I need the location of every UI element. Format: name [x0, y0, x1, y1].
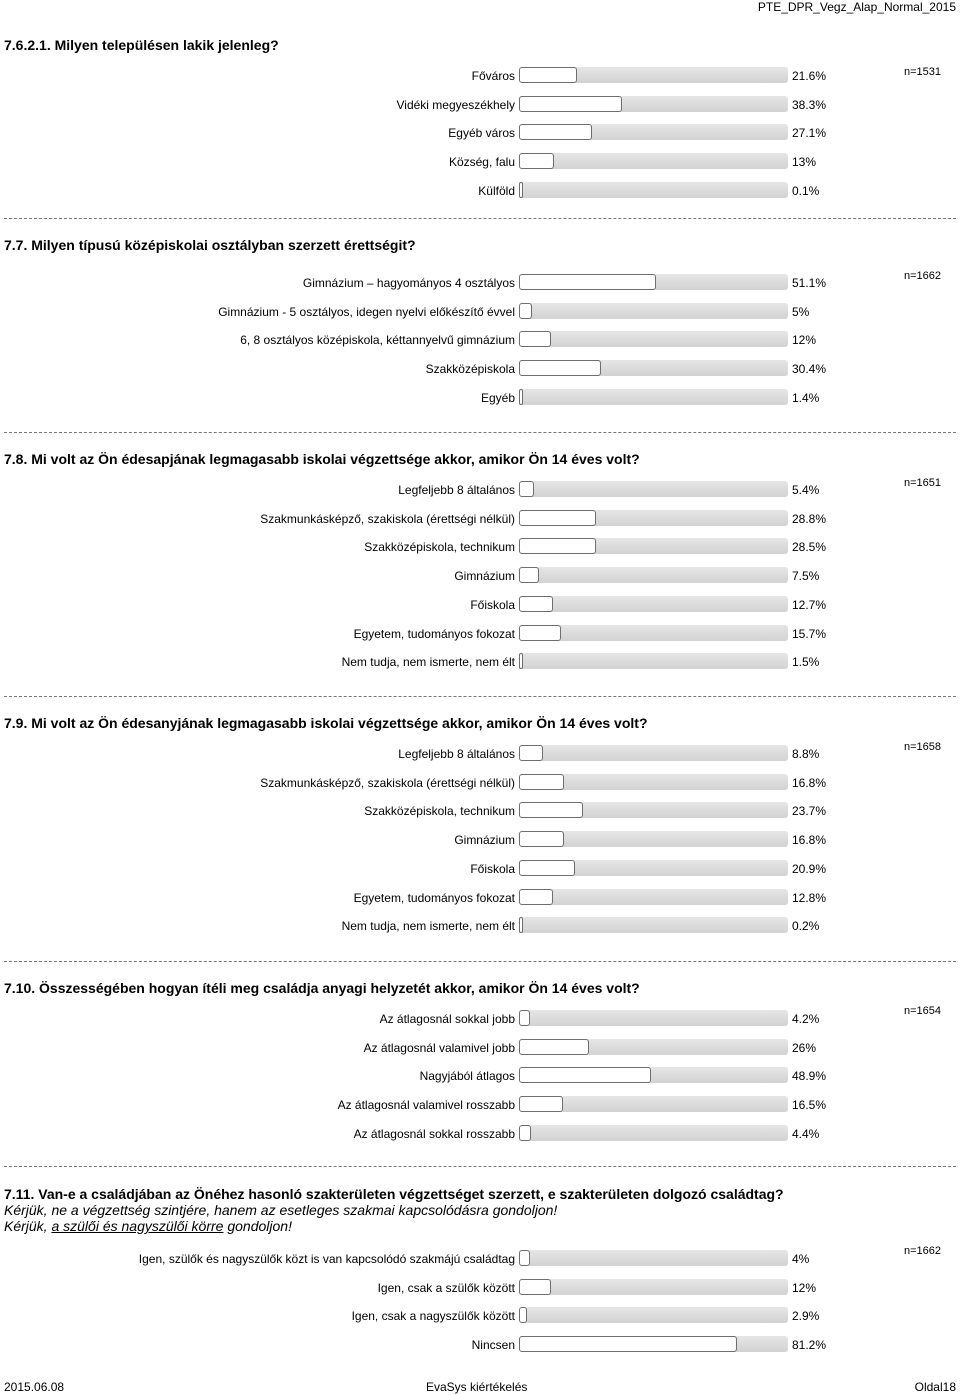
bar-track — [519, 596, 788, 612]
answer-row — [0, 96, 960, 118]
answer-row — [0, 1039, 960, 1061]
bar-track — [519, 1307, 788, 1323]
answer-percentage: 12.8% — [792, 890, 827, 905]
answer-percentage: 7.5% — [792, 569, 820, 584]
answer-row — [0, 1010, 960, 1032]
question-title: 7.7. Milyen típusú középiskolai osztályban szerzett érettségit? — [4, 237, 416, 253]
question-title: 7.10. Összességében hogyan ítéli meg családja anyagi helyzetét akkor, amikor Ön 14 éves volt? — [4, 980, 640, 996]
bar-track — [519, 303, 788, 319]
answer-label: Az átlagosnál sokkal jobb — [379, 1012, 515, 1026]
answer-percentage: 12% — [792, 333, 817, 348]
answer-label: Nagyjából átlagos — [419, 1069, 515, 1084]
bar-track — [519, 653, 788, 669]
bar-track — [519, 1125, 788, 1141]
answer-percentage: 2.9% — [792, 1309, 820, 1324]
answer-label: Az átlagosnál sokkal rosszabb — [353, 1126, 515, 1141]
answer-row — [0, 1067, 960, 1089]
question-note: Kérjük, ne a végzettség szintjére, hanem az esetleges szakmai kapcsolódásra gondoljon! — [4, 1202, 558, 1218]
answer-percentage: 23.7% — [792, 804, 827, 819]
sample-size: n=1651 — [904, 477, 942, 489]
answer-percentage: 5.4% — [792, 483, 820, 497]
bar-track — [519, 889, 788, 905]
bar-track — [519, 360, 788, 376]
answer-row — [0, 774, 960, 796]
answer-percentage: 30.4% — [792, 362, 827, 377]
answer-label: Főiskola — [470, 861, 515, 876]
bar-track — [519, 1279, 788, 1295]
answer-label: Igen, szülők és nagyszülők közt is van kapcsolódó szakmájú családtag — [138, 1252, 515, 1266]
answer-percentage: 28.8% — [792, 511, 827, 526]
bar-fill — [519, 596, 553, 612]
answer-percentage: 1.5% — [792, 655, 820, 670]
bar-fill — [519, 481, 534, 497]
bar-track — [519, 1067, 788, 1083]
answer-row — [0, 303, 960, 325]
section-divider — [4, 432, 956, 433]
answer-row — [0, 653, 960, 675]
bar-fill — [519, 1125, 531, 1141]
answer-row — [0, 889, 960, 911]
footer-date: 2015.06.08 — [4, 1380, 65, 1394]
answer-label: Főváros — [471, 69, 515, 83]
bar-track — [519, 1010, 788, 1026]
answer-label: Szakmunkásképző, szakiskola (érettségi nélkül) — [260, 775, 515, 790]
sample-size: n=1531 — [904, 66, 942, 78]
answer-row — [0, 567, 960, 589]
answer-row — [0, 153, 960, 175]
bar-fill — [519, 745, 543, 761]
sample-size: n=1662 — [904, 270, 942, 282]
answer-percentage: 48.9% — [792, 1069, 827, 1084]
bar-fill — [519, 1279, 551, 1295]
answer-label: Az átlagosnál valamivel rosszabb — [337, 1098, 515, 1113]
answer-row — [0, 481, 960, 503]
answer-row — [0, 67, 960, 89]
answer-row — [0, 124, 960, 146]
bar-fill — [519, 567, 539, 583]
bar-track — [519, 1250, 788, 1266]
bar-fill — [519, 538, 596, 554]
bar-track — [519, 567, 788, 583]
bar-track — [519, 625, 788, 641]
answer-label: Szakközépiskola, technikum — [364, 540, 515, 555]
answer-label: Egyéb — [480, 390, 515, 405]
bar-fill — [519, 182, 523, 198]
bar-fill — [519, 774, 564, 790]
bar-fill — [519, 802, 583, 818]
answer-row — [0, 1307, 960, 1329]
answer-label: Gimnázium - 5 osztályos, idegen nyelvi előkészítő évvel — [218, 304, 515, 319]
bar-track — [519, 745, 788, 761]
bar-fill — [519, 917, 523, 933]
section-divider — [4, 961, 956, 962]
section-divider — [4, 1166, 956, 1167]
answer-percentage: 13% — [792, 155, 817, 170]
answer-label: Legfeljebb 8 általános — [398, 483, 515, 497]
bar-fill — [519, 360, 601, 376]
bar-fill — [519, 303, 532, 319]
answer-percentage: 27.1% — [792, 126, 827, 141]
bar-fill — [519, 96, 622, 112]
bar-track — [519, 917, 788, 933]
answer-percentage: 12.7% — [792, 597, 827, 612]
answer-label: Egyéb város — [448, 126, 515, 141]
answer-percentage: 4.2% — [792, 1012, 820, 1026]
answer-label: Igen, csak a nagyszülők között — [351, 1309, 515, 1324]
answer-row — [0, 538, 960, 560]
bar-track — [519, 510, 788, 526]
bar-track — [519, 124, 788, 140]
sample-size: n=1662 — [904, 1245, 942, 1257]
bar-track — [519, 860, 788, 876]
question-title: 7.9. Mi volt az Ön édesanyjának legmagasabb iskolai végzettsége akkor, amikor Ön 14 éves volt? — [4, 715, 648, 731]
answer-label: Igen, csak a szülők között — [377, 1280, 515, 1295]
answer-percentage: 26% — [792, 1040, 817, 1055]
answer-percentage: 8.8% — [792, 747, 820, 761]
answer-label: Egyetem, tudományos fokozat — [353, 890, 515, 905]
bar-fill — [519, 510, 596, 526]
answer-label: Szakmunkásképző, szakiskola (érettségi nélkül) — [260, 511, 515, 526]
bar-track — [519, 1039, 788, 1055]
answer-label: Az átlagosnál valamivel jobb — [363, 1040, 515, 1055]
bar-fill — [519, 1096, 563, 1112]
answer-percentage: 81.2% — [792, 1338, 827, 1353]
bar-track — [519, 1096, 788, 1112]
answer-percentage: 5% — [792, 304, 810, 319]
answer-label: Főiskola — [470, 597, 515, 612]
bar-fill — [519, 1307, 527, 1323]
answer-percentage: 20.9% — [792, 861, 827, 876]
bar-fill — [519, 389, 523, 405]
note-text: Kérjük, — [4, 1218, 52, 1234]
bar-fill — [519, 274, 656, 290]
bar-track — [519, 274, 788, 290]
answer-label: Község, falu — [448, 155, 515, 170]
question-title: 7.8. Mi volt az Ön édesapjának legmagasabb iskolai végzettsége akkor, amikor Ön 14 éves volt? — [4, 451, 640, 467]
answer-percentage: 1.4% — [792, 390, 820, 405]
footer-center: EvaSys kiértékelés — [426, 1380, 528, 1394]
answer-row — [0, 510, 960, 532]
answer-row — [0, 1125, 960, 1147]
answer-row — [0, 860, 960, 882]
bar-fill — [519, 860, 575, 876]
note-emphasis: a szülői és nagyszülői körre — [51, 1218, 224, 1234]
answer-row — [0, 1096, 960, 1118]
bar-fill — [519, 67, 577, 83]
answer-row — [0, 831, 960, 853]
answer-percentage: 28.5% — [792, 540, 827, 555]
bar-track — [519, 67, 788, 83]
answer-row — [0, 745, 960, 767]
answer-row — [0, 1279, 960, 1301]
answer-row — [0, 1336, 960, 1358]
footer-page: Oldal18 — [914, 1380, 956, 1394]
answer-percentage: 12% — [792, 1280, 817, 1295]
bar-fill — [519, 1010, 530, 1026]
bar-fill — [519, 1039, 589, 1055]
answer-row — [0, 331, 960, 353]
bar-track — [519, 182, 788, 198]
note-text: gondoljon! — [223, 1218, 292, 1234]
bar-track — [519, 389, 788, 405]
answer-label: Külföld — [478, 183, 515, 198]
answer-row — [0, 802, 960, 824]
answer-percentage: 4% — [792, 1252, 810, 1266]
bar-track — [519, 481, 788, 497]
answer-percentage: 21.6% — [792, 69, 827, 83]
answer-percentage: 15.7% — [792, 626, 827, 641]
answer-label: Nem tudja, nem ismerte, nem élt — [341, 919, 515, 934]
bar-fill — [519, 625, 561, 641]
question-title: 7.11. Van-e a családjában az Önéhez hasonló szakterületen végzettséget szerzett, e szakterületen dolgozó családtag? — [4, 1186, 784, 1202]
document-id: PTE_DPR_Vegz_Alap_Normal_2015 — [757, 0, 956, 14]
answer-label: Egyetem, tudományos fokozat — [353, 626, 515, 641]
answer-percentage: 16.5% — [792, 1098, 827, 1113]
answer-label: Gimnázium — [454, 833, 515, 848]
answer-row — [0, 389, 960, 411]
answer-percentage: 0.2% — [792, 919, 820, 934]
answer-percentage: 51.1% — [792, 276, 827, 290]
section-divider — [4, 218, 956, 219]
answer-label: Vidéki megyeszékhely — [396, 97, 515, 112]
question-note — [4, 1218, 292, 1234]
bar-fill — [519, 831, 564, 847]
answer-percentage: 16.8% — [792, 833, 827, 848]
bar-fill — [519, 124, 592, 140]
answer-label: Szakközépiskola — [425, 362, 515, 377]
bar-fill — [519, 153, 554, 169]
question-title: 7.6.2.1. Milyen településen lakik jelenleg? — [4, 37, 279, 53]
sample-size: n=1658 — [904, 741, 942, 753]
bar-fill — [519, 1250, 530, 1266]
bar-track — [519, 96, 788, 112]
answer-percentage: 0.1% — [792, 183, 820, 198]
answer-label: Nincsen — [471, 1338, 515, 1353]
answer-percentage: 38.3% — [792, 97, 827, 112]
bar-fill — [519, 1336, 737, 1352]
answer-row — [0, 596, 960, 618]
bar-fill — [519, 653, 523, 669]
answer-label: 6, 8 osztályos középiskola, kéttannyelvű gimnázium — [240, 333, 515, 348]
answer-label: Szakközépiskola, technikum — [364, 804, 515, 819]
bar-track — [519, 538, 788, 554]
answer-label: Nem tudja, nem ismerte, nem élt — [341, 655, 515, 670]
answer-row — [0, 274, 960, 296]
section-divider — [4, 696, 956, 697]
answer-label: Gimnázium — [454, 569, 515, 584]
answer-row — [0, 625, 960, 647]
answer-label: Legfeljebb 8 általános — [398, 747, 515, 761]
answer-row — [0, 360, 960, 382]
bar-track — [519, 831, 788, 847]
bar-track — [519, 331, 788, 347]
answer-row — [0, 182, 960, 204]
bar-track — [519, 774, 788, 790]
answer-percentage: 4.4% — [792, 1126, 820, 1141]
bar-track — [519, 802, 788, 818]
answer-row — [0, 1250, 960, 1272]
bar-fill — [519, 331, 551, 347]
answer-row — [0, 917, 960, 939]
bar-track — [519, 1336, 788, 1352]
answer-percentage: 16.8% — [792, 775, 827, 790]
bar-fill — [519, 1067, 651, 1083]
bar-fill — [519, 889, 553, 905]
sample-size: n=1654 — [904, 1005, 942, 1017]
answer-label: Gimnázium – hagyományos 4 osztályos — [302, 276, 515, 290]
bar-track — [519, 153, 788, 169]
